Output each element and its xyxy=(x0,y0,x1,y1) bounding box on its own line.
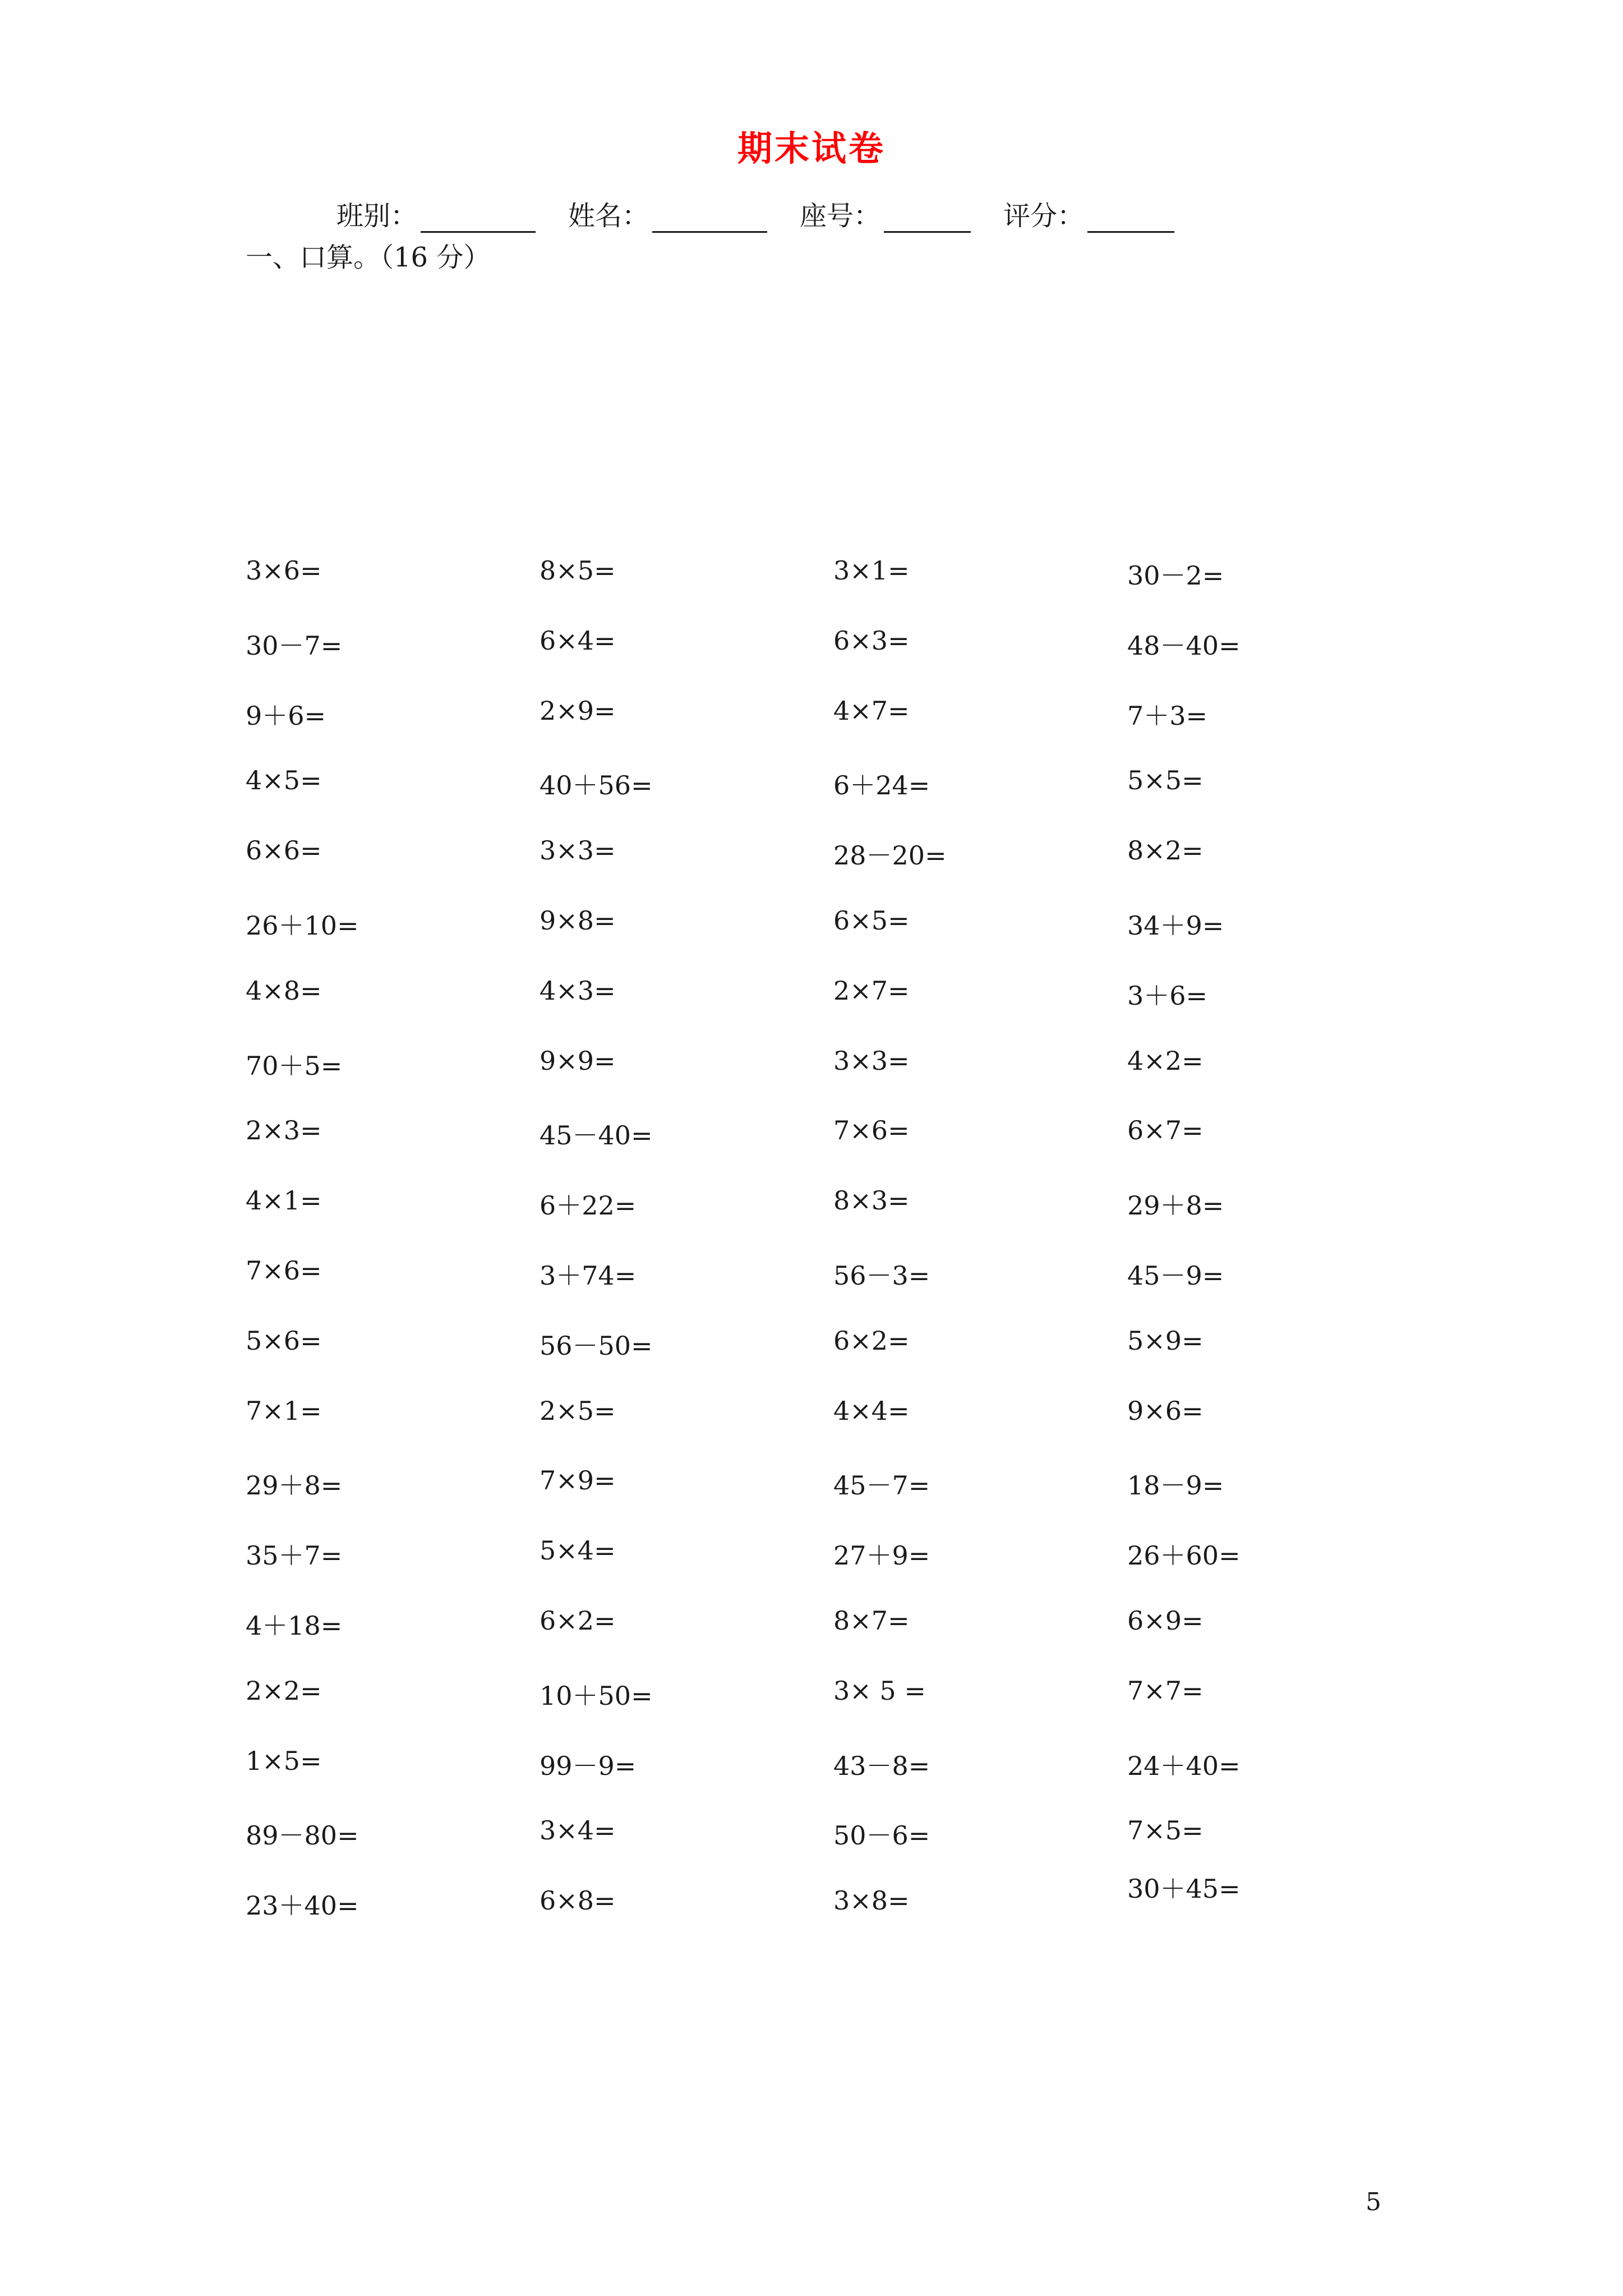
name-label: 姓名： xyxy=(568,200,649,232)
problem-item: 4×1= xyxy=(246,1185,322,1216)
problem-item: 4×4= xyxy=(833,1395,910,1426)
problem-item: 3× 5 = xyxy=(833,1675,926,1706)
problem-item: 30－7= xyxy=(246,630,343,661)
problem-item: 3×3= xyxy=(540,835,616,866)
problem-item: 45－9= xyxy=(1127,1260,1224,1291)
problem-item: 5×9= xyxy=(1127,1325,1204,1356)
problem-item: 7＋3= xyxy=(1127,700,1208,731)
problem-item: 28－20= xyxy=(833,840,947,871)
problem-item: 18－9= xyxy=(1127,1470,1224,1501)
problem-item: 45－40= xyxy=(540,1120,653,1151)
problem-item: 2×2= xyxy=(246,1675,322,1706)
problem-item: 5×6= xyxy=(246,1325,322,1356)
problem-item: 23＋40= xyxy=(246,1890,359,1921)
problem-item: 4×2= xyxy=(1127,1045,1204,1076)
problem-item: 3＋6= xyxy=(1127,980,1208,1011)
problem-item: 43－8= xyxy=(833,1750,930,1781)
name-blank[interactable] xyxy=(652,203,767,233)
problem-item: 5×5= xyxy=(1127,765,1204,796)
problem-item: 34＋9= xyxy=(1127,910,1224,941)
problem-item: 48－40= xyxy=(1127,630,1241,661)
problem-item: 7×6= xyxy=(246,1255,322,1286)
problem-item: 99－9= xyxy=(540,1750,637,1781)
score-field xyxy=(1003,194,1174,233)
problem-item: 6＋22= xyxy=(540,1190,637,1221)
problem-item: 4×5= xyxy=(246,765,322,796)
name-field xyxy=(568,194,767,233)
problem-item: 4×7= xyxy=(833,695,910,726)
score-blank[interactable] xyxy=(1087,203,1174,233)
problem-item: 3×4= xyxy=(540,1815,616,1846)
problem-item: 6×5= xyxy=(833,905,910,936)
problem-item: 1×5= xyxy=(246,1745,322,1776)
problem-item: 9×9= xyxy=(540,1045,616,1076)
problem-item: 29＋8= xyxy=(246,1470,343,1501)
problem-item: 2×7= xyxy=(833,975,910,1006)
problem-item: 8×5= xyxy=(540,555,616,586)
problem-item: 2×5= xyxy=(540,1395,616,1426)
problem-item: 6＋24= xyxy=(833,770,930,801)
problem-item: 26＋10= xyxy=(246,910,359,941)
problem-item: 8×2= xyxy=(1127,835,1204,866)
problem-item: 2×3= xyxy=(246,1115,322,1146)
problem-item: 30＋45= xyxy=(1127,1874,1241,1904)
problem-item: 9×8= xyxy=(540,905,616,936)
problem-item: 8×3= xyxy=(833,1185,910,1216)
problem-item: 3×8= xyxy=(833,1885,910,1916)
problem-item: 3×6= xyxy=(246,555,322,586)
problem-item: 2×9= xyxy=(540,695,616,726)
seat-label: 座号： xyxy=(800,200,881,232)
problem-item: 45－7= xyxy=(833,1470,930,1501)
problem-item: 30－2= xyxy=(1127,560,1224,591)
class-blank[interactable] xyxy=(421,203,536,233)
problem-item: 7×5= xyxy=(1127,1815,1204,1846)
problem-item: 27＋9= xyxy=(833,1540,930,1571)
problem-item: 70＋5= xyxy=(246,1050,343,1081)
seat-field xyxy=(800,194,971,233)
problem-item: 7×7= xyxy=(1127,1675,1204,1706)
problem-item: 29＋8= xyxy=(1127,1190,1224,1221)
page-title: 期末试卷 xyxy=(737,128,886,169)
problem-item: 6×6= xyxy=(246,835,322,866)
problem-item: 6×7= xyxy=(1127,1115,1204,1146)
problem-item: 4×8= xyxy=(246,975,322,1006)
problem-item: 7×9= xyxy=(540,1465,616,1496)
problem-item: 89－80= xyxy=(246,1820,359,1851)
problem-item: 3＋74= xyxy=(540,1260,637,1291)
problem-item: 6×2= xyxy=(833,1325,910,1356)
problem-item: 3×3= xyxy=(833,1045,910,1076)
problem-item: 6×2= xyxy=(540,1605,616,1636)
problem-item: 6×9= xyxy=(1127,1605,1204,1636)
problem-item: 10＋50= xyxy=(540,1680,653,1711)
problem-item: 24＋40= xyxy=(1127,1750,1241,1781)
problem-item: 6×4= xyxy=(540,625,616,656)
student-info-row xyxy=(336,194,1174,233)
class-label: 班别： xyxy=(336,200,418,232)
problem-item: 3×1= xyxy=(833,555,910,586)
section-heading: 一、口算。（16 分） xyxy=(246,242,491,273)
problem-item: 9×6= xyxy=(1127,1395,1204,1426)
problem-item: 9＋6= xyxy=(246,700,326,731)
problem-item: 5×4= xyxy=(540,1535,616,1566)
problem-item: 40＋56= xyxy=(540,770,653,801)
seat-blank[interactable] xyxy=(884,203,971,233)
problem-item: 7×1= xyxy=(246,1395,322,1426)
problem-item: 26＋60= xyxy=(1127,1540,1241,1571)
problem-item: 56－50= xyxy=(540,1330,653,1361)
problem-item: 6×8= xyxy=(540,1885,616,1916)
problem-item: 4×3= xyxy=(540,975,616,1006)
class-field xyxy=(336,194,536,233)
page-number: 5 xyxy=(1366,2188,1381,2216)
score-label: 评分： xyxy=(1003,200,1085,232)
problem-item: 8×7= xyxy=(833,1605,910,1636)
problem-item: 56－3= xyxy=(833,1260,930,1291)
problem-item: 4＋18= xyxy=(246,1611,343,1641)
problem-item: 6×3= xyxy=(833,625,910,656)
problem-item: 35＋7= xyxy=(246,1540,343,1571)
problem-item: 7×6= xyxy=(833,1115,910,1146)
problem-item: 50－6= xyxy=(833,1820,930,1851)
